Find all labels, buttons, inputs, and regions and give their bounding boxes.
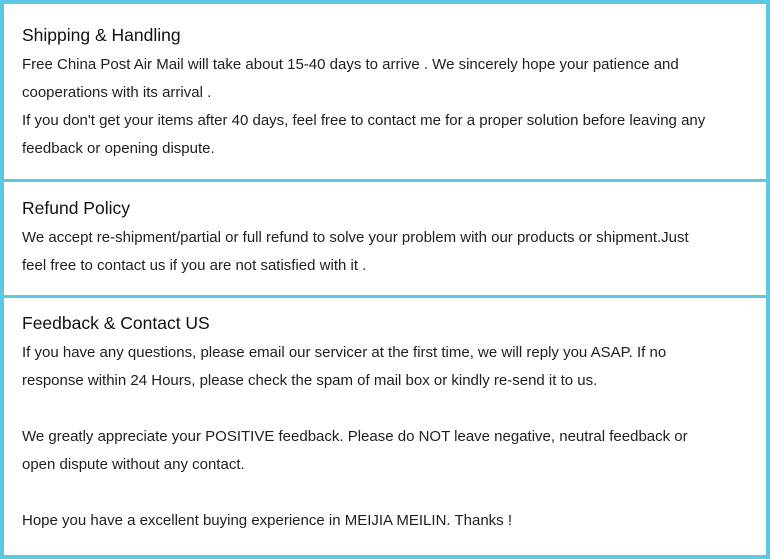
feedback-line-4: open dispute without any contact. bbox=[22, 456, 245, 473]
shipping-line-4: feedback or opening dispute. bbox=[22, 140, 215, 157]
shipping-line-2: cooperations with its arrival . bbox=[22, 84, 212, 101]
shipping-section bbox=[4, 24, 766, 163]
paragraph-gap bbox=[22, 395, 752, 423]
refund-line-2: feel free to contact us if you are not satisfied with it . bbox=[22, 257, 367, 274]
feedback-line-5: Hope you have a excellent buying experience in MEIJIA MEILIN. Thanks ! bbox=[22, 512, 512, 529]
refund-heading: Refund Policy bbox=[22, 198, 130, 218]
section-divider bbox=[4, 179, 766, 182]
feedback-heading: Feedback & Contact US bbox=[22, 313, 210, 333]
refund-section bbox=[4, 197, 766, 280]
feedback-line-1: If you have any questions, please email our servicer at the first time, we will reply you ASAP. If no bbox=[22, 344, 667, 361]
feedback-line-3: We greatly appreciate your POSITIVE feedback. Please do NOT leave negative, neutral feedback or bbox=[22, 428, 688, 445]
shipping-line-3: If you don't get your items after 40 days, feel free to contact me for a proper solution before leaving any bbox=[22, 112, 706, 129]
feedback-section bbox=[4, 312, 766, 535]
section-divider bbox=[4, 295, 766, 298]
feedback-line-2: response within 24 Hours, please check the spam of mail box or kindly re-send it to us. bbox=[22, 372, 598, 389]
shipping-line-1: Free China Post Air Mail will take about 15-40 days to arrive . We sincerely hope your patience and bbox=[22, 56, 679, 73]
paragraph-gap bbox=[22, 479, 752, 507]
refund-line-1: We accept re-shipment/partial or full refund to solve your problem with our products or shipment.Just bbox=[22, 229, 689, 246]
shipping-heading: Shipping & Handling bbox=[22, 25, 181, 45]
